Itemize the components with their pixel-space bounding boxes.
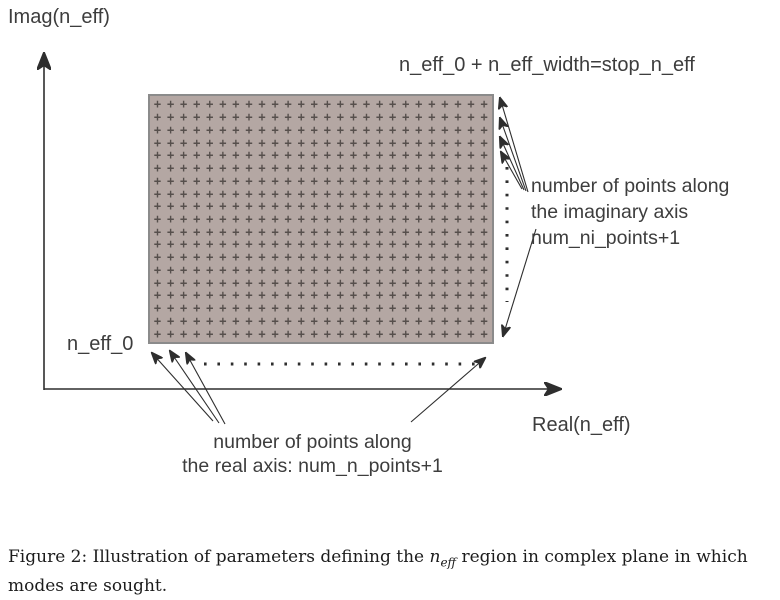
figure-caption [8,545,776,598]
sample-grid-row: + + + + + + + + + + + + + + + + + + + + + + + + + + [153,135,488,150]
sample-grid-row: + + + + + + + + + + + + + + + + + + + + + + + + + + [153,237,488,252]
imag-axis-label: Imag(n_eff) [8,6,110,28]
caption-suffix: region in complex plane in which modes are sought. [8,547,748,597]
caption-math-var [429,547,457,570]
neff0-label: n_eff_0 [67,333,134,355]
caption-prefix: Figure 2: Illustration of parameters defining the [8,547,430,567]
sample-grid-row: + + + + + + + + + + + + + + + + + + + + + + + + + + [153,288,488,303]
sample-grid-row: + + + + + + + + + + + + + + + + + + + + + + + + + + [153,97,488,112]
sample-grid-row: + + + + + + + + + + + + + + + + + + + + + + + + + + [153,224,488,239]
imag-points-annotation-line3: num_ni_points+1 [531,227,681,249]
sample-grid-row: + + + + + + + + + + + + + + + + + + + + + + + + + + [153,173,488,188]
real-count-diagonal-arrow [411,358,485,422]
sample-grid-row: + + + + + + + + + + + + + + + + + + + + + + + + + + [153,313,488,328]
real-count-arrow-fan [152,351,225,424]
sample-grid-row: + + + + + + + + + + + + + + + + + + + + + + + + + + [153,262,488,277]
imag-points-annotation-line2: the imaginary axis [531,201,689,223]
imag-points-annotation-line1: number of points along [531,175,730,197]
sample-grid-row: + + + + + + + + + + + + + + + + + + + + + + + + + + [153,122,488,137]
sample-grid-row: + + + + + + + + + + + + + + + + + + + + + + + + + + [153,211,488,226]
real-points-annotation [140,430,485,478]
sample-grid-row: + + + + + + + + + + + + + + + + + + + + + + + + + + [153,110,488,125]
sample-grid-row: + + + + + + + + + + + + + + + + + + + + + + + + + + [153,250,488,265]
sample-grid-row: + + + + + + + + + + + + + + + + + + + + + + + + + + [153,199,488,214]
neff-region [148,94,494,344]
imag-points-annotation [531,173,729,251]
imag-count-arrow-fan [500,98,528,192]
stop-neff-label: n_eff_0 + n_eff_width=stop_n_eff [399,54,695,76]
sample-grid-row: + + + + + + + + + + + + + + + + + + + + + + + + + + [153,161,488,176]
caption-var-base: n [429,547,441,567]
real-axis-label: Real(n_eff) [532,414,631,436]
sample-grid-row: + + + + + + + + + + + + + + + + + + + + + + + + + + [153,275,488,290]
real-points-annotation-line1: number of points along [213,431,412,453]
sample-grid-row: + + + + + + + + + + + + + + + + + + + + + + + + + + [153,186,488,201]
sample-grid-row: + + + + + + + + + + + + + + + + + + + + + + + + + + [153,301,488,316]
sample-grid-row: + + + + + + + + + + + + + + + + + + + + + + + + + + [153,148,488,163]
caption-var-subscript: eff [440,555,457,570]
sample-grid-row: + + + + + + + + + + + + + + + + + + + + + + + + + + [153,326,488,341]
real-points-annotation-line2: the real axis: num_n_points+1 [182,455,443,477]
